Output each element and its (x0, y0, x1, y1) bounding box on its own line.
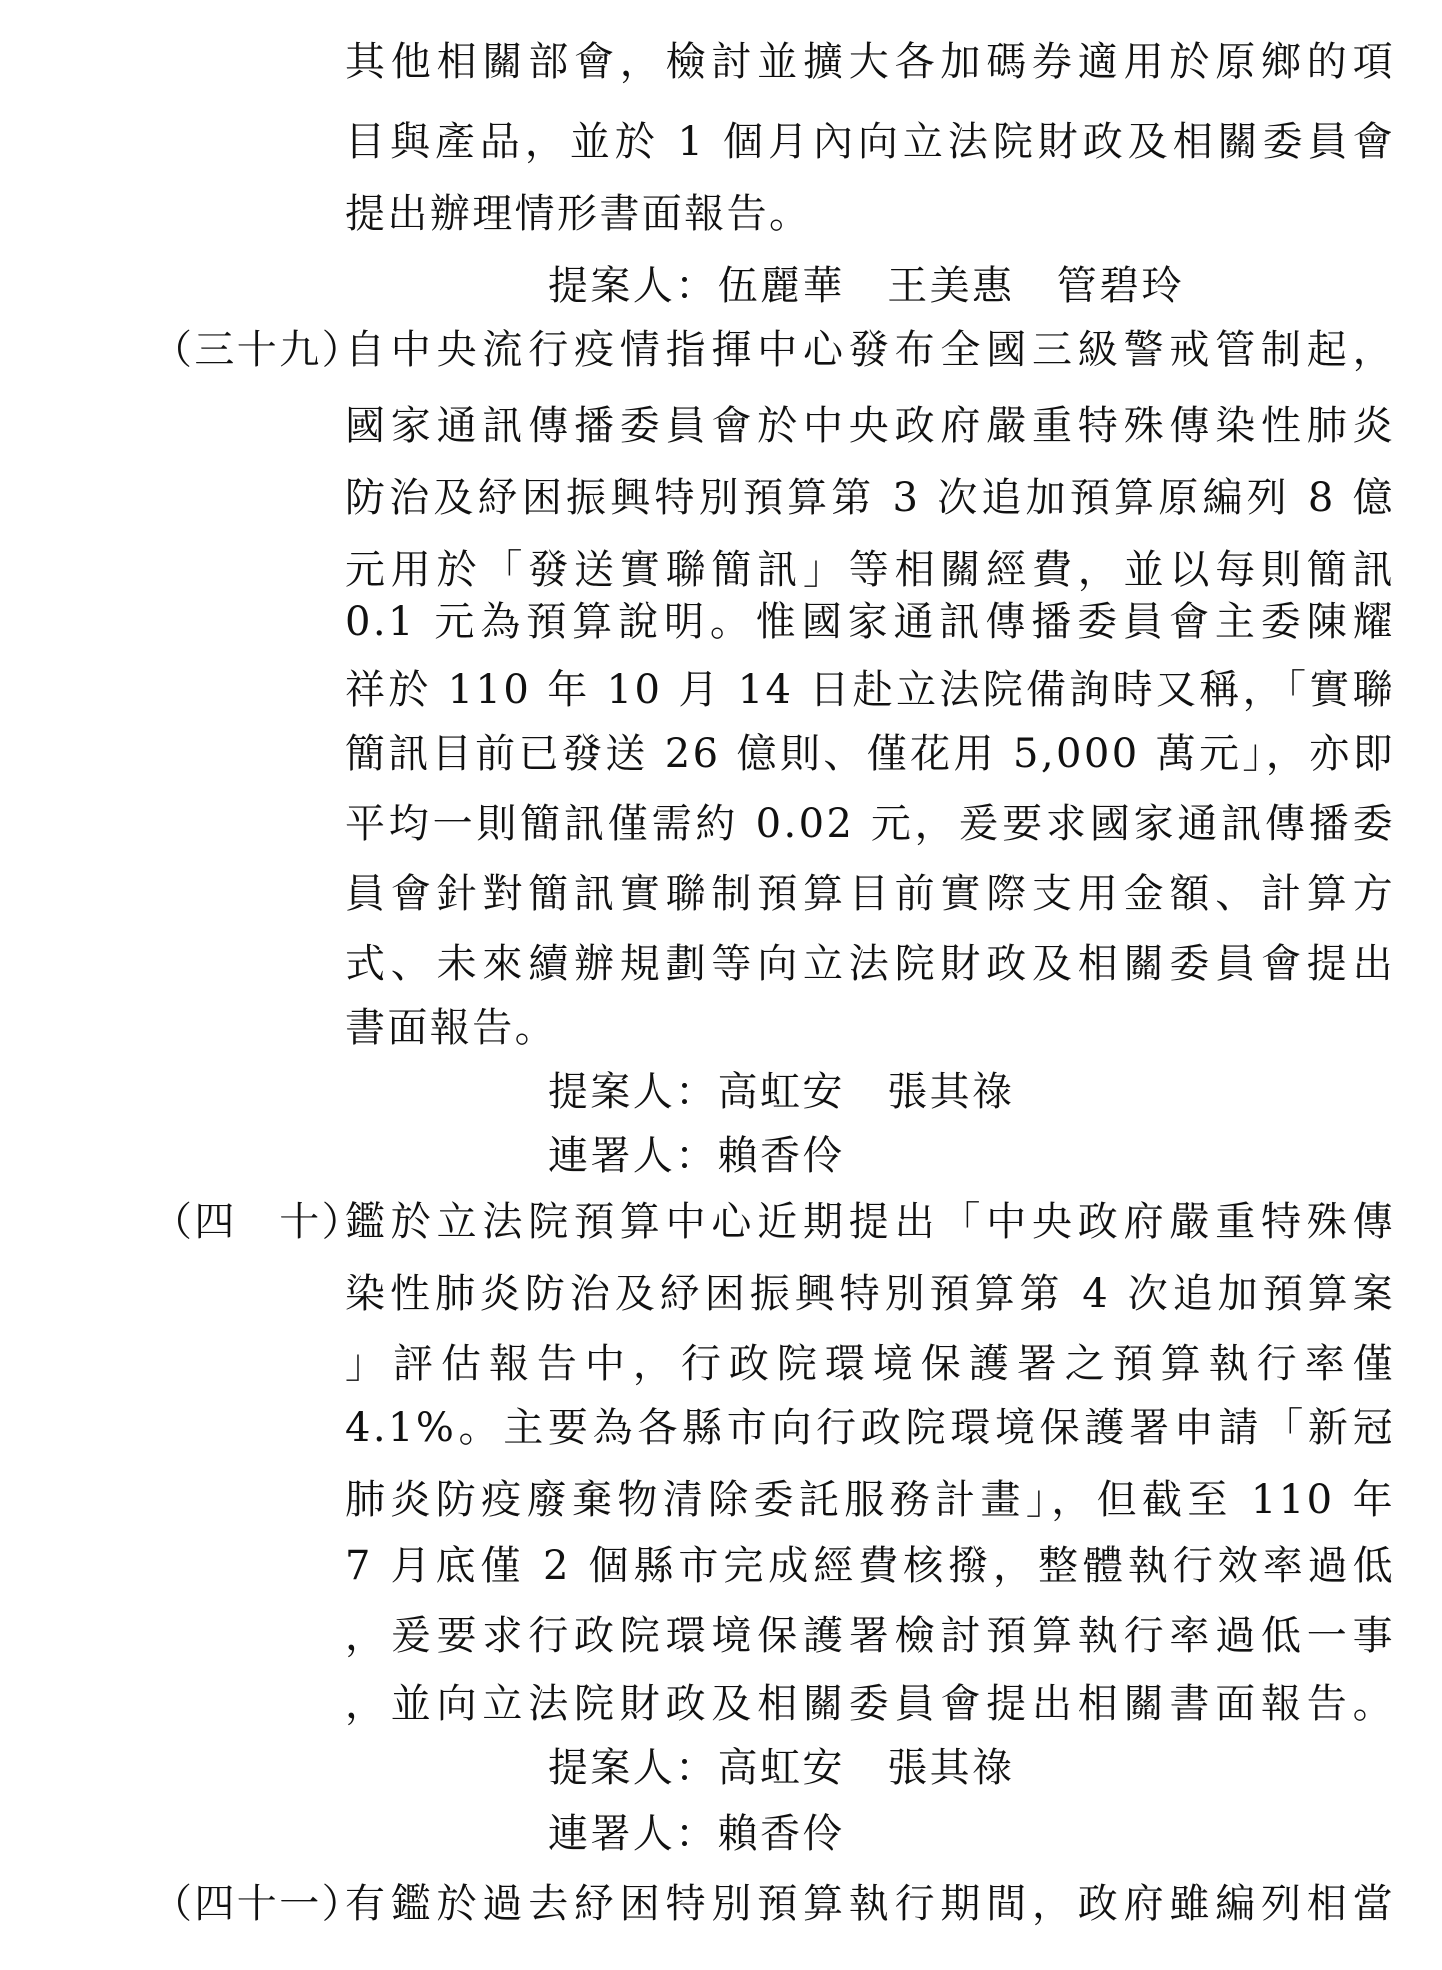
item39-line-1: 自中央流行疫情指揮中心發布全國三級警戒管制起， (345, 327, 1395, 373)
item40-line-2: 染性肺炎防治及紓困振興特別預算第 4 次追加預算案 (345, 1271, 1395, 1317)
item39-line-7: 簡訊目前已發送 26 億則、僅花用 5,000 萬元」，亦即 (345, 731, 1395, 777)
item39-line-4: 元用於「發送實聯簡訊」等相關經費，並以每則簡訊 (345, 547, 1395, 593)
item40-line-5: 肺炎防疫廢棄物清除委託服務計畫」，但截至 110 年 (345, 1477, 1395, 1523)
item40-line-3: 」評估報告中，行政院環境保護署之預算執行率僅 (345, 1341, 1395, 1387)
item41-label: （四十一） (152, 1881, 364, 1927)
intro-line-1: 其他相關部會，檢討並擴大各加碼券適用於原鄉的項 (345, 39, 1395, 85)
item40-cosigner: 連署人：賴香伶 (548, 1811, 845, 1857)
item40-line-4: 4.1%。主要為各縣市向行政院環境保護署申請「新冠 (345, 1405, 1395, 1451)
item39-line-6: 祥於 110 年 10 月 14 日赴立法院備詢時又稱，「實聯 (345, 667, 1395, 713)
item40-line-6: 7 月底僅 2 個縣市完成經費核撥，整體執行效率過低 (345, 1543, 1395, 1589)
item39-label: （三十九） (152, 327, 364, 373)
item39-line-2: 國家通訊傳播委員會於中央政府嚴重特殊傳染性肺炎 (345, 403, 1395, 449)
item41-line-1: 有鑑於過去紓困特別預算執行期間，政府雖編列相當 (345, 1881, 1395, 1927)
item39-line-11: 書面報告。 (345, 1005, 557, 1051)
item40-line-8: ，並向立法院財政及相關委員會提出相關書面報告。 (345, 1681, 1395, 1727)
intro-line-3: 提出辦理情形書面報告。 (345, 191, 812, 237)
item39-proposer: 提案人：高虹安 張其祿 (548, 1069, 1015, 1115)
item40-label: （四 十） (152, 1199, 364, 1245)
item39-line-9: 員會針對簡訊實聯制預算目前實際支用金額、計算方 (345, 871, 1395, 917)
intro-line-2: 目與產品，並於 1 個月內向立法院財政及相關委員會 (345, 119, 1395, 165)
item39-line-10: 式、未來續辦規劃等向立法院財政及相關委員會提出 (345, 941, 1395, 987)
intro-proposer: 提案人：伍麗華 王美惠 管碧玲 (548, 263, 1184, 309)
item40-line-7: ，爰要求行政院環境保護署檢討預算執行率過低一事 (345, 1613, 1395, 1659)
item40-proposer: 提案人：高虹安 張其祿 (548, 1745, 1015, 1791)
item39-cosigner: 連署人：賴香伶 (548, 1133, 845, 1179)
item39-line-8: 平均一則簡訊僅需約 0.02 元，爰要求國家通訊傳播委 (345, 801, 1395, 847)
item40-line-1: 鑑於立法院預算中心近期提出「中央政府嚴重特殊傳 (345, 1199, 1395, 1245)
item39-line-3: 防治及紓困振興特別預算第 3 次追加預算原編列 8 億 (345, 475, 1395, 521)
item39-line-5: 0.1 元為預算說明。惟國家通訊傳播委員會主委陳耀 (345, 599, 1395, 645)
